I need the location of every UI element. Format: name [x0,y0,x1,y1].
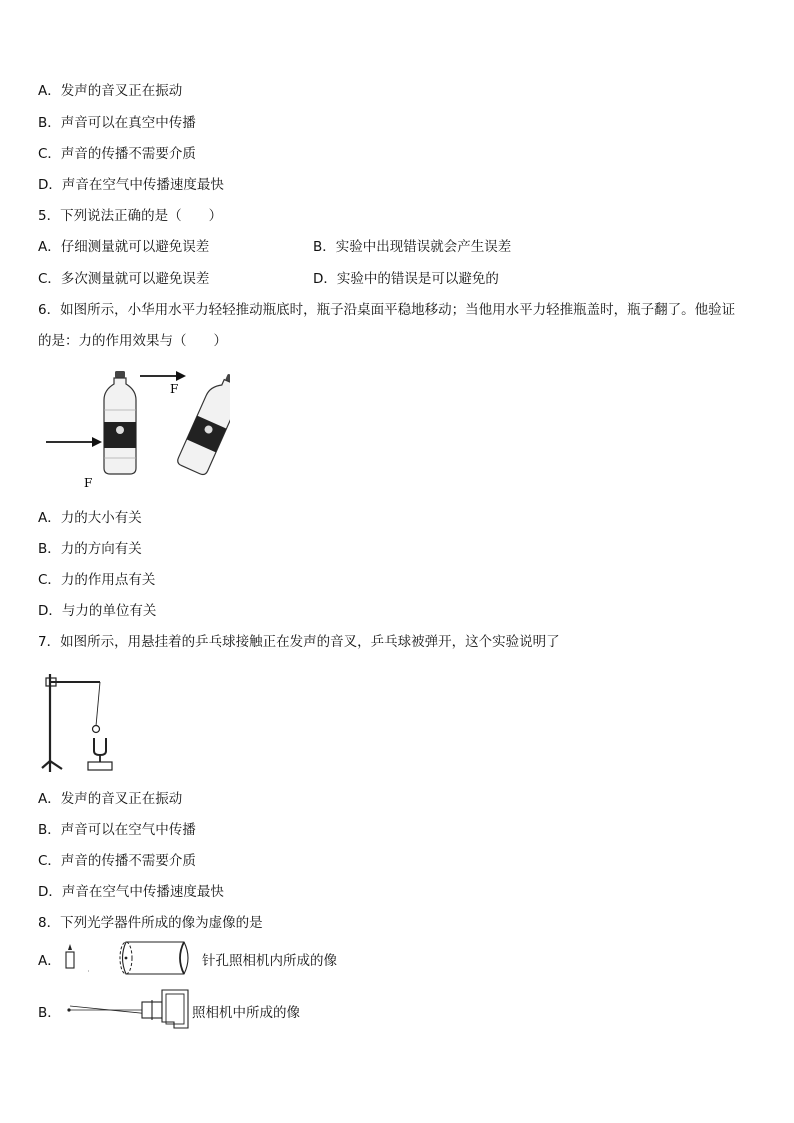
q8-option-b-text: 照相机中所成的像 [192,1005,300,1021]
q8-option-a-text: 针孔照相机内所成的像 [202,953,337,969]
suspension-thread [96,682,100,726]
candle [66,952,74,968]
object-point [67,1008,70,1011]
q6-option-c: C．力的作用点有关 [38,572,156,588]
q5-option-d: D．实验中的错误是可以避免的 [313,271,499,287]
q8-option-a-label: A． [38,953,61,969]
candle-flame [68,944,72,950]
q7-stem: 7．如图所示，用悬挂着的乒乓球接触正在发声的音叉，乒乓球被弹开，这个实验说明了 [38,634,560,650]
q8-option-b-label: B． [38,1005,61,1021]
top-force-arrowhead [176,371,186,381]
q8-stem: 8．下列光学器件所成的像为虚像的是 [38,915,263,931]
q8-pinhole-camera-figure [62,938,204,980]
q4-option-a: A．发声的音叉正在振动 [38,83,183,99]
q6-stem-line-1: 6．如图所示，小华用水平力轻轻推动瓶底时，瓶子沿桌面平稳地移动；当他用水平力轻推瓶盖时，瓶子翻了。他验证 [38,302,736,318]
stand-base [42,761,62,772]
q6-stem-line-2: 的是：力的作用效果与（ ） [38,333,227,349]
q7-option-b: B．声音可以在空气中传播 [38,822,196,838]
upright-bottle [104,371,136,474]
q4-option-b: B．声音可以在真空中传播 [38,115,196,131]
q6-option-d: D．与力的单位有关 [38,603,157,619]
q7-option-c: C．声音的传播不需要介质 [38,853,196,869]
q4-option-d: D．声音在空气中传播速度最快 [38,177,224,193]
tuning-fork [94,738,106,755]
q5-option-c: C．多次测量就可以避免误差 [38,271,210,287]
top-force-label: F [170,382,179,396]
q5-stem: 5．下列说法正确的是（ ） [38,208,223,224]
tipped-bottle [176,369,230,476]
q6-option-a: A．力的大小有关 [38,510,142,526]
fork-box [88,762,112,770]
bottom-force-label: F [84,476,93,490]
q6-option-b: B．力的方向有关 [38,541,142,557]
ping-pong-ball [93,726,100,733]
pinhole [125,957,128,960]
q5-option-b: B．实验中出现错误就会产生误差 [313,239,512,255]
q8-camera-figure [62,986,192,1030]
q7-option-a: A．发声的音叉正在振动 [38,791,183,807]
q7-tuning-fork-figure [38,668,126,776]
q4-option-c: C．声音的传播不需要介质 [38,146,196,162]
q5-option-a: A．仔细测量就可以避免误差 [38,239,210,255]
q6-bottle-figure [40,366,230,490]
q7-option-d: D．声音在空气中传播速度最快 [38,884,224,900]
bottom-force-arrowhead [92,437,102,447]
